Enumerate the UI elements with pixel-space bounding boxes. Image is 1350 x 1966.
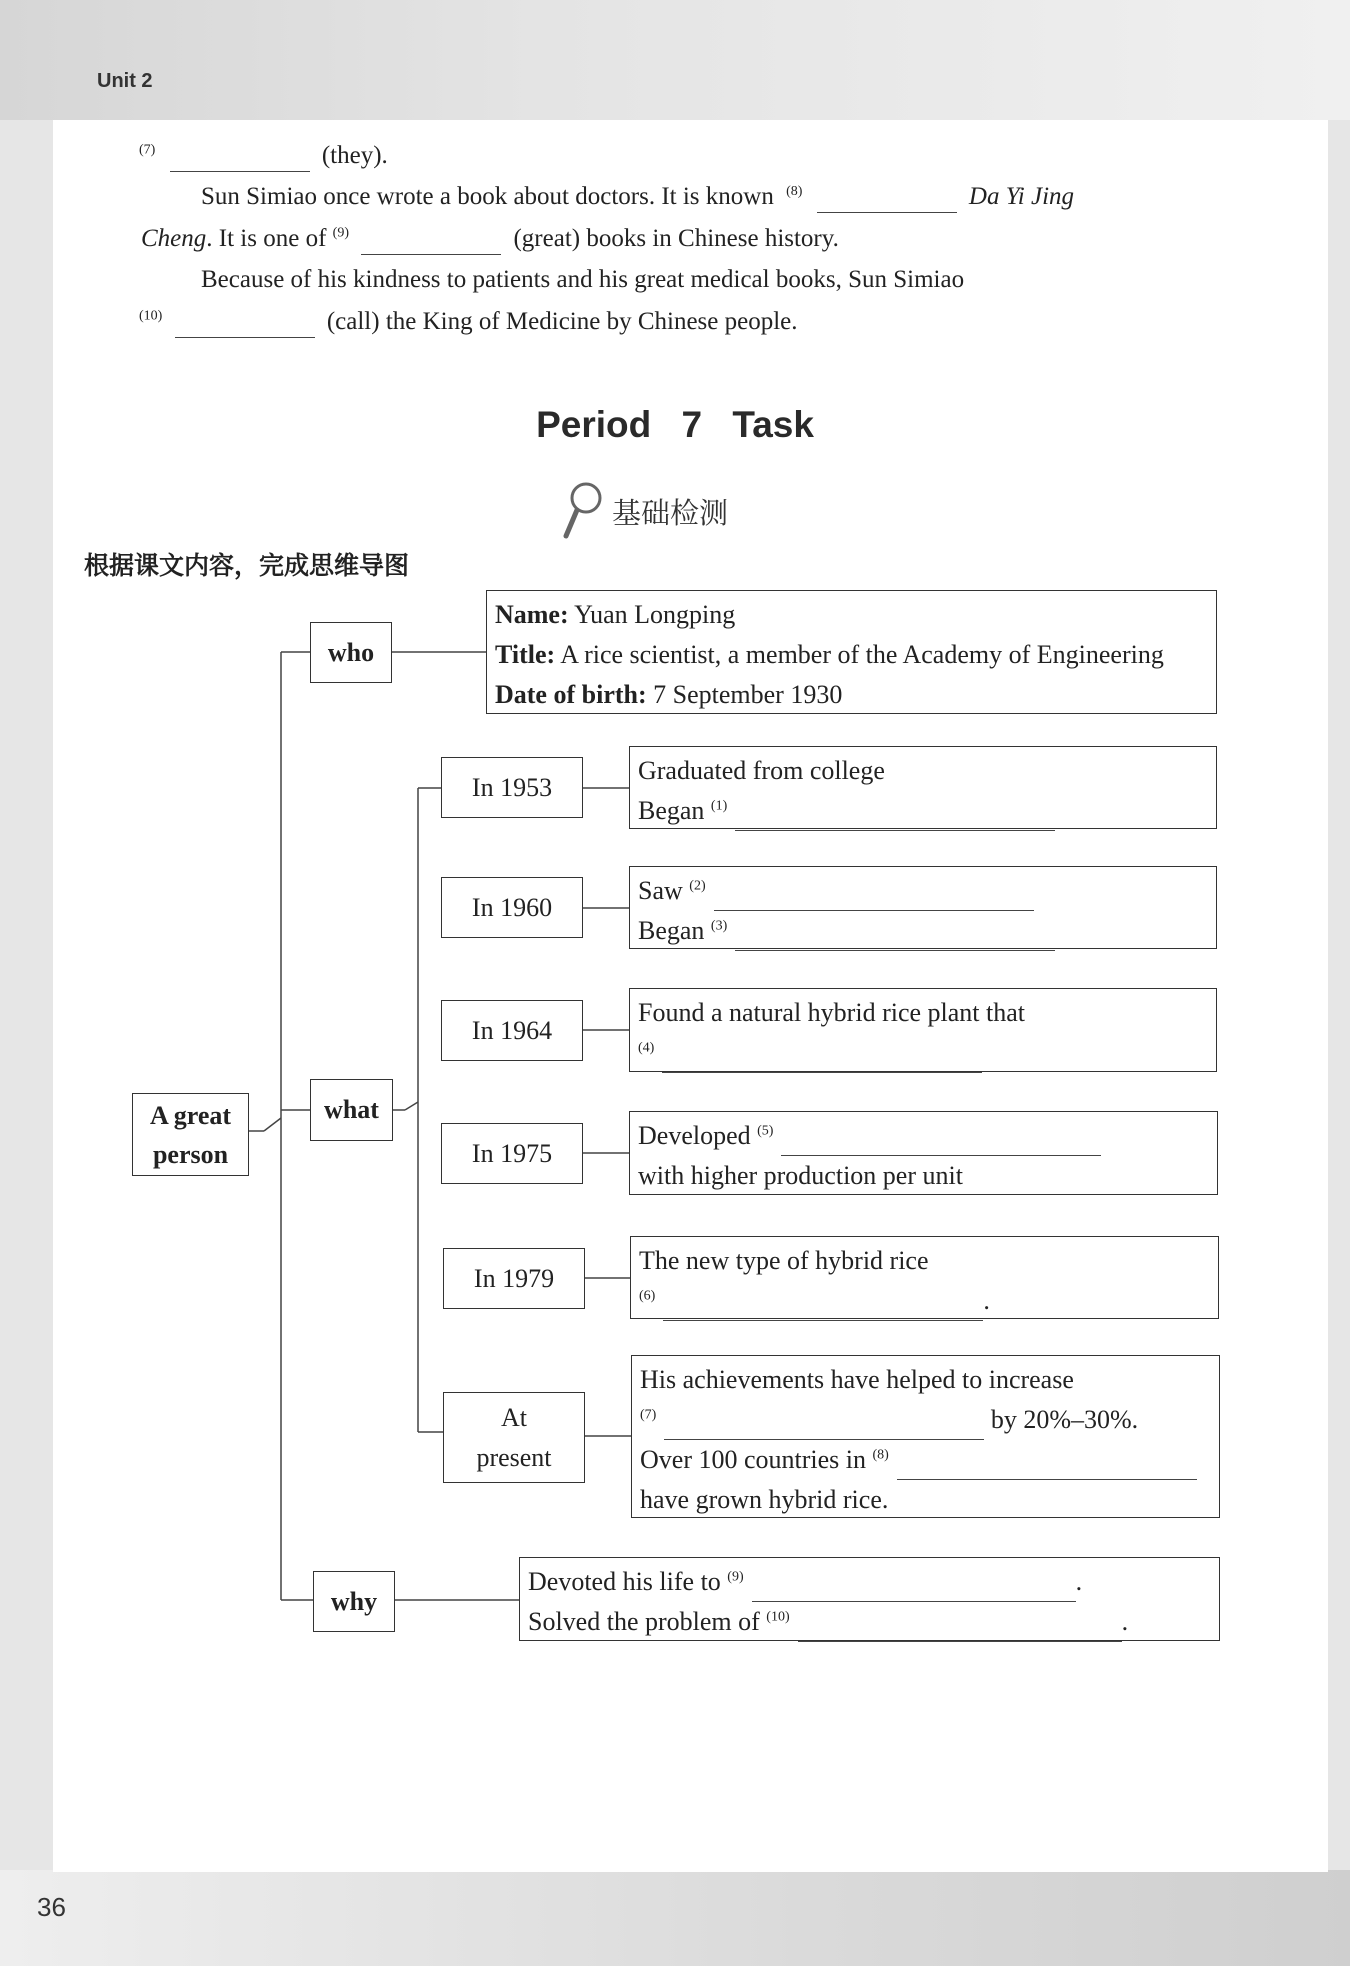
why-line [528, 1562, 1211, 1602]
event-text: Found a natural hybrid rice plant that [638, 998, 1026, 1027]
event-text: His achievements have helped to increase [640, 1365, 1074, 1394]
event-box-1979 [630, 1236, 1219, 1319]
blank-number-1: (1) [710, 798, 728, 814]
event-line [638, 791, 1208, 831]
answer-blank-5[interactable] [781, 1129, 1101, 1156]
blank-number-5: (5) [757, 1123, 774, 1139]
blank-number-8: (8) [872, 1447, 889, 1463]
who-node: who [310, 622, 392, 683]
event-box-1960 [629, 866, 1217, 949]
event-box-1975 [629, 1111, 1218, 1195]
event-line [639, 1281, 1210, 1321]
event-text: The new type of hybrid rice [639, 1246, 929, 1275]
period-title: Period 7 Task [536, 404, 814, 445]
title-value: A rice scientist, a member of the Academy of Engineering [555, 640, 1164, 669]
who-details-box [486, 590, 1217, 714]
answer-blank-3[interactable] [735, 924, 1055, 951]
event-text: Began [638, 916, 705, 945]
year-node-1953: In 1953 [441, 757, 583, 818]
root-node [132, 1093, 249, 1176]
answer-blank-1[interactable] [735, 804, 1055, 831]
section-title: 基础检测 [612, 495, 729, 530]
blank-number-2: (2) [689, 878, 706, 894]
event-text: have grown hybrid rice. [640, 1485, 889, 1514]
event-text: Developed [638, 1121, 751, 1150]
blank-number-7: (7) [640, 1407, 657, 1423]
event-text: with higher production per unit [638, 1161, 963, 1190]
year-node-1964: In 1964 [441, 1000, 583, 1061]
event-text: Saw [638, 876, 683, 905]
event-line [640, 1400, 1211, 1440]
punctuation: . [1121, 1607, 1129, 1636]
dob-value: 7 September 1930 [646, 680, 843, 709]
event-line [638, 871, 1208, 911]
event-box-present [631, 1355, 1220, 1518]
year-node-1979: In 1979 [443, 1248, 585, 1309]
unit-label: Unit 2 [97, 70, 153, 92]
event-text: by 20%–30%. [990, 1405, 1139, 1434]
blank-number-7: (7) [139, 142, 156, 158]
name-line [495, 595, 1208, 635]
year-label: At [501, 1402, 527, 1432]
why-text: Solved the problem of [528, 1607, 760, 1636]
event-box-1953 [629, 746, 1217, 829]
why-details-box [519, 1557, 1220, 1641]
what-node: what [310, 1079, 393, 1141]
dob-label: Date of birth: [495, 680, 647, 709]
passage-text: Because of his kindness to patients and his great medical books, Sun Simiao [201, 266, 965, 293]
event-line [638, 1033, 1208, 1073]
root-label: A great [149, 1100, 232, 1130]
name-value: Yuan Longping [568, 600, 736, 629]
title-label: Title: [495, 640, 556, 669]
event-text: Began [638, 796, 705, 825]
year-node-1975: In 1975 [441, 1123, 583, 1184]
year-node-1960: In 1960 [441, 877, 583, 938]
book-title-text: Da Yi Jing [968, 183, 1075, 210]
root-label: person [152, 1139, 229, 1169]
dob-line [495, 675, 1208, 715]
blank-number-10: (10) [766, 1609, 790, 1625]
passage-text: (call) the King of Medicine by Chinese people. [326, 308, 798, 335]
blank-number-6: (6) [639, 1288, 656, 1304]
passage-text: . It is one of [206, 225, 327, 252]
event-line [638, 911, 1208, 951]
answer-blank-7b[interactable] [664, 1413, 984, 1440]
event-line [638, 1116, 1209, 1156]
answer-blank-10b[interactable] [798, 1615, 1122, 1642]
blank-number-9: (9) [727, 1569, 744, 1585]
instruction-text: 根据课文内容，完成思维导图 [84, 551, 410, 580]
blank-number-3: (3) [710, 918, 728, 934]
blank-number-8: (8) [786, 183, 803, 199]
answer-blank-4[interactable] [662, 1046, 982, 1073]
punctuation: . [1075, 1567, 1083, 1596]
why-text: Devoted his life to [528, 1567, 721, 1596]
blank-number-4: (4) [638, 1040, 655, 1056]
title-line [495, 635, 1208, 675]
event-line [640, 1440, 1211, 1480]
blank-number-10: (10) [139, 308, 163, 324]
event-box-1964 [629, 988, 1217, 1072]
answer-blank-6[interactable] [663, 1294, 983, 1321]
blank-number-9: (9) [332, 225, 349, 241]
passage-text: (they). [321, 142, 388, 169]
book-title-text: Cheng [141, 225, 207, 252]
year-label: present [476, 1442, 552, 1472]
why-line [528, 1602, 1211, 1642]
passage-text: Sun Simiao once wrote a book about doctors. It is known [201, 183, 774, 210]
answer-blank-9b[interactable] [752, 1575, 1076, 1602]
answer-blank-2[interactable] [714, 884, 1034, 911]
answer-blank-8b[interactable] [897, 1453, 1197, 1480]
why-node: why [313, 1571, 395, 1632]
name-label: Name: [495, 600, 569, 629]
page-number: 36 [37, 1892, 66, 1922]
event-text: Graduated from college [638, 756, 885, 785]
passage-text: (great) books in Chinese history. [513, 225, 839, 252]
event-text: Over 100 countries in [640, 1445, 867, 1474]
year-node-present [443, 1392, 585, 1483]
punctuation: . [983, 1286, 990, 1315]
